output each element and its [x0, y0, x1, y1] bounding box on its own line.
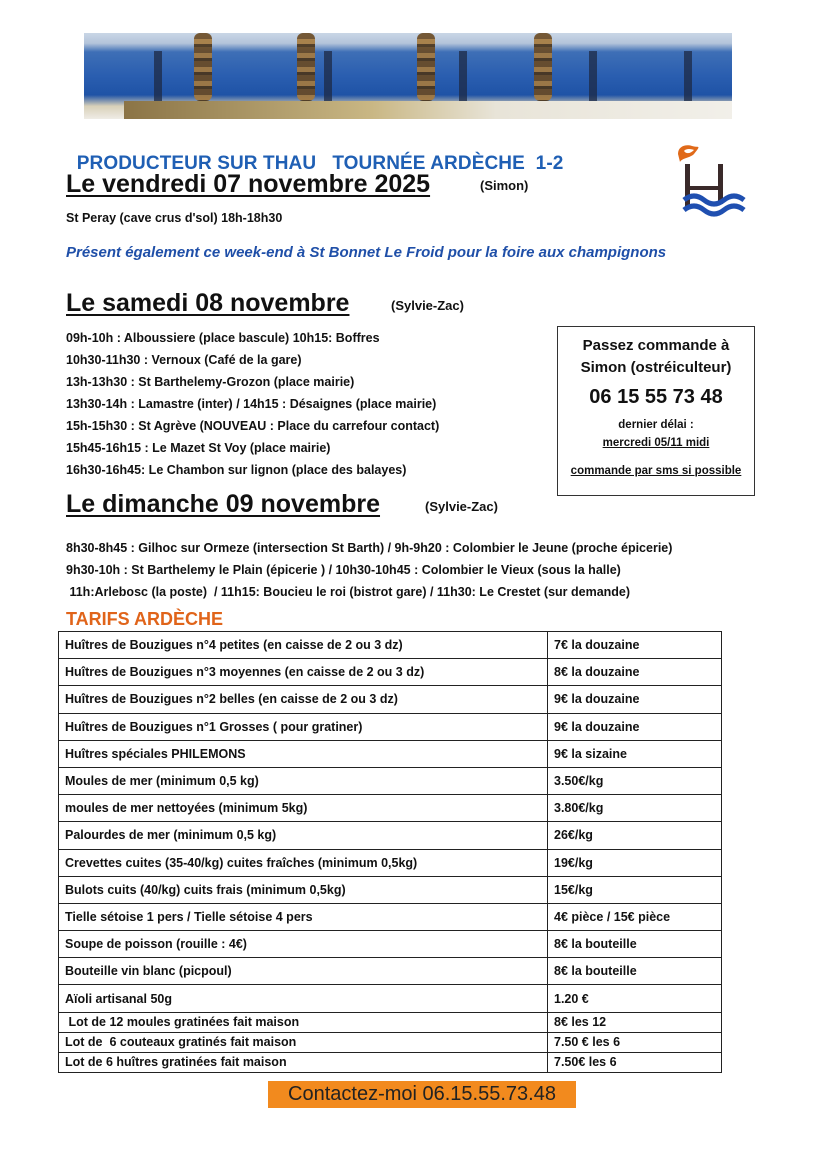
table-row: [59, 659, 722, 686]
item-cell: Palourdes de mer (minimum 0,5 kg): [59, 822, 548, 849]
oyster-rope: [534, 33, 552, 101]
price-cell: 3.50€/kg: [548, 767, 722, 794]
item-cell: Lot de 12 moules gratinées fait maison: [59, 1012, 548, 1032]
saturday-stop: 15h-15h30 : St Agrève (NOUVEAU : Place du carrefour contact): [66, 419, 440, 433]
order-phone[interactable]: 06 15 55 73 48: [589, 386, 723, 408]
item-cell: moules de mer nettoyées (minimum 5kg): [59, 795, 548, 822]
item-cell: Tielle sétoise 1 pers / Tielle sétoise 4 pers: [59, 903, 548, 930]
saturday-stop: 10h30-11h30 : Vernoux (Café de la gare): [66, 353, 302, 367]
price-cell: 15€/kg: [548, 876, 722, 903]
price-cell: 9€ la sizaine: [548, 740, 722, 767]
table-row: [59, 795, 722, 822]
order-line-1: Passez commande à: [582, 337, 730, 354]
price-table: [58, 631, 722, 1073]
item-cell: Huîtres de Bouzigues n°4 petites (en caisse de 2 ou 3 dz): [59, 632, 548, 659]
table-row: [59, 849, 722, 876]
sunday-stop: 9h30-10h : St Barthelemy le Plain (épicerie ) / 10h30-10h45 : Colombier le Vieux (sous la halle): [66, 563, 621, 577]
oyster-rope: [194, 33, 212, 101]
price-cell: 8€ les 12: [548, 1012, 722, 1032]
table-row: [59, 1032, 722, 1052]
oyster-farm-logo-icon: [672, 140, 756, 220]
table-row: [59, 1012, 722, 1032]
table-row: [59, 767, 722, 794]
price-cell: 4€ pièce / 15€ pièce: [548, 903, 722, 930]
saturday-title: Le samedi 08 novembre: [66, 289, 350, 317]
saturday-stop: 15h45-16h15 : Le Mazet St Voy (place mairie): [66, 441, 331, 455]
sms-note: commande par sms si possible: [570, 465, 742, 477]
table-row: [59, 903, 722, 930]
sunday-stop: 8h30-8h45 : Gilhoc sur Ormeze (intersection St Barth) / 9h-9h20 : Colombier le Jeune (proche épicerie): [66, 541, 673, 555]
friday-title: Le vendredi 07 novembre 2025: [66, 170, 431, 198]
item-cell: Aïoli artisanal 50g: [59, 985, 548, 1012]
item-cell: Moules de mer (minimum 0,5 kg): [59, 767, 548, 794]
header-banner-photo: [84, 33, 732, 119]
saturday-stop: 13h30-14h : Lamastre (inter) / 14h15 : Désaignes (place mairie): [66, 397, 437, 411]
saturday-stop: 09h-10h : Alboussiere (place bascule) 10h15: Boffres: [66, 331, 380, 345]
deadline-label: dernier délai :: [618, 419, 694, 431]
title-producer: PRODUCTEUR SUR THAU: [76, 153, 317, 174]
price-cell: 8€ la bouteille: [548, 931, 722, 958]
sunday-stop: 11h:Arlebosc (la poste) / 11h15: Boucieu le roi (bistrot gare) / 11h30: Le Crestet (sur demande): [66, 585, 631, 599]
price-cell: 9€ la douzaine: [548, 713, 722, 740]
contact-banner[interactable]: Contactez-moi 06.15.55.73.48: [268, 1081, 576, 1108]
table-row: [59, 740, 722, 767]
table-row: [59, 1052, 722, 1072]
table-row: [59, 985, 722, 1012]
shore: [124, 101, 732, 119]
item-cell: Huîtres spéciales PHILEMONS: [59, 740, 548, 767]
pole: [684, 51, 692, 101]
item-cell: Crevettes cuites (35-40/kg) cuites fraîches (minimum 0,5kg): [59, 849, 548, 876]
table-row: [59, 822, 722, 849]
item-cell: Bulots cuits (40/kg) cuits frais (minimum 0,5kg): [59, 876, 548, 903]
pole: [589, 51, 597, 101]
fair-note: Présent également ce week-end à St Bonnet Le Froid pour la foire aux champignons: [66, 244, 667, 261]
friday-driver: (Simon): [480, 178, 529, 193]
pole: [154, 51, 162, 101]
saturday-driver: (Sylvie-Zac): [391, 298, 464, 313]
friday-stop: St Peray (cave crus d'sol) 18h-18h30: [66, 211, 283, 225]
saturday-stop: 13h-13h30 : St Barthelemy-Grozon (place mairie): [66, 375, 355, 389]
item-cell: Lot de 6 huîtres gratinées fait maison: [59, 1052, 548, 1072]
oyster-rope: [417, 33, 435, 101]
price-cell: 7.50€ les 6: [548, 1052, 722, 1072]
order-info-box: [557, 326, 755, 496]
item-cell: Bouteille vin blanc (picpoul): [59, 958, 548, 985]
price-cell: 1.20 €: [548, 985, 722, 1012]
item-cell: Huîtres de Bouzigues n°3 moyennes (en caisse de 2 ou 3 dz): [59, 659, 548, 686]
table-row: [59, 713, 722, 740]
page-title: [66, 131, 563, 175]
item-cell: Huîtres de Bouzigues n°2 belles (en caisse de 2 ou 3 dz): [59, 686, 548, 713]
sunday-driver: (Sylvie-Zac): [425, 499, 498, 514]
table-row: [59, 931, 722, 958]
item-cell: Huîtres de Bouzigues n°1 Grosses ( pour gratiner): [59, 713, 548, 740]
price-cell: 8€ la douzaine: [548, 659, 722, 686]
price-cell: 26€/kg: [548, 822, 722, 849]
price-cell: 8€ la bouteille: [548, 958, 722, 985]
order-line-2: Simon (ostréiculteur): [580, 359, 732, 376]
title-tour: TOURNÉE ARDÈCHE 1-2: [332, 153, 564, 174]
price-cell: 3.80€/kg: [548, 795, 722, 822]
table-row: [59, 686, 722, 713]
table-row: [59, 876, 722, 903]
item-cell: Soupe de poisson (rouille : 4€): [59, 931, 548, 958]
saturday-stop: 16h30-16h45: Le Chambon sur lignon (place des balayes): [66, 463, 407, 477]
item-cell: Lot de 6 couteaux gratinés fait maison: [59, 1032, 548, 1052]
pole: [459, 51, 467, 101]
tarifs-title: TARIFS ARDÈCHE: [66, 609, 223, 629]
table-row: [59, 958, 722, 985]
price-cell: 9€ la douzaine: [548, 686, 722, 713]
oyster-rope: [297, 33, 315, 101]
price-cell: 19€/kg: [548, 849, 722, 876]
price-cell: 7€ la douzaine: [548, 632, 722, 659]
pole: [324, 51, 332, 101]
table-row: [59, 632, 722, 659]
deadline-value: mercredi 05/11 midi: [602, 437, 710, 449]
price-cell: 7.50 € les 6: [548, 1032, 722, 1052]
sunday-title: Le dimanche 09 novembre: [66, 490, 381, 518]
